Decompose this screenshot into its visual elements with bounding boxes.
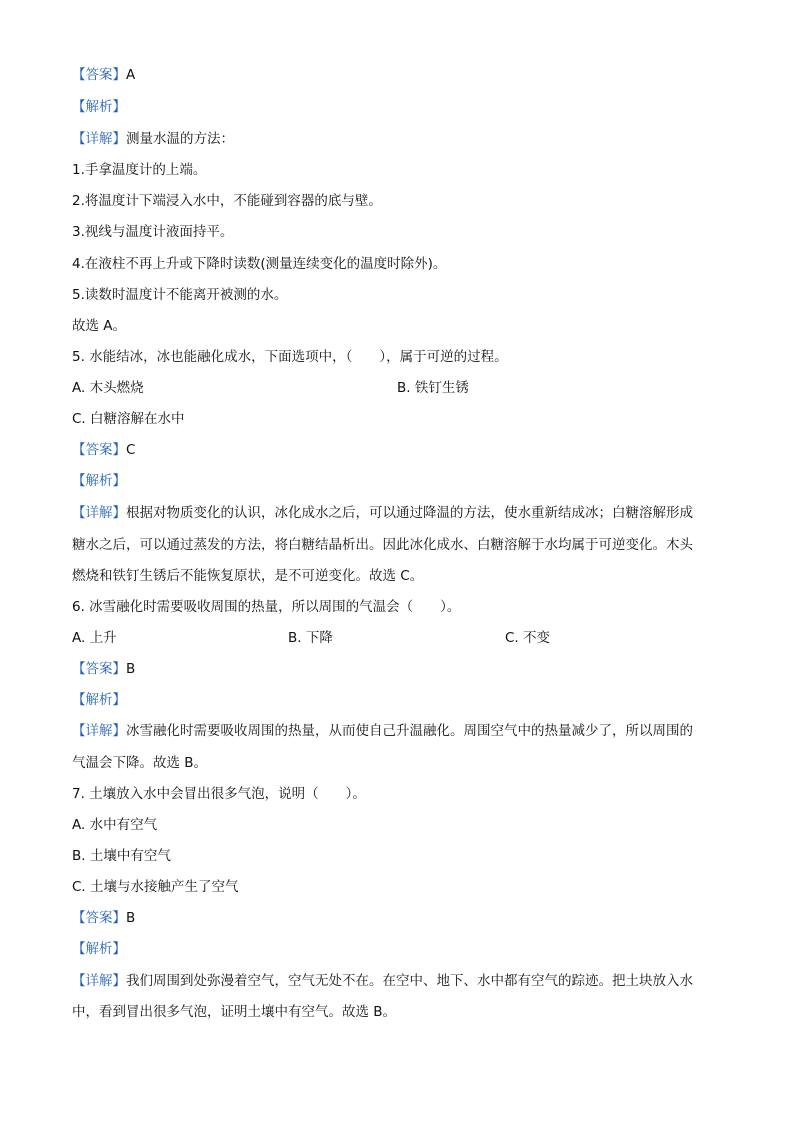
analysis-tag: 【解析】 xyxy=(72,941,126,957)
answer-value: B xyxy=(126,661,136,677)
answer-tag: 【答案】 xyxy=(72,910,126,926)
analysis-tag: 【解析】 xyxy=(72,692,126,708)
detail-text: 糖水之后，可以通过蒸发的方法，将白糖结晶析出。因此冰化成水、白糖溶解于水均属于可逆变化。木头 xyxy=(72,537,693,553)
step-3: 3.视线与温度计液面持平。 xyxy=(72,224,234,240)
detail-line-6 xyxy=(72,721,693,741)
conclusion-1: 故选 A。 xyxy=(72,318,127,334)
answer-tag: 【答案】 xyxy=(72,67,126,83)
detail-text: 冰雪融化时需要吸收周围的热量，从而使自己升温融化。周围空气中的热量减少了，所以周围的 xyxy=(126,723,693,739)
detail-tag: 【详解】 xyxy=(72,505,126,521)
step-4: 4.在液柱不再上升或下降时读数(测量连续变化的温度时除外)。 xyxy=(72,256,447,272)
q6-option-a: A. 上升 xyxy=(72,630,117,646)
q5-option-a: A. 木头燃烧 xyxy=(72,380,144,396)
detail-text: 测量水温的方法： xyxy=(126,131,234,147)
analysis-tag: 【解析】 xyxy=(72,473,126,489)
step-5: 5.读数时温度计不能离开被测的水。 xyxy=(72,287,288,303)
analysis-line-5 xyxy=(72,471,126,491)
q7-option-c: C. 土壤与水接触产生了空气 xyxy=(72,879,239,895)
detail-text: 气温会下降。故选 B。 xyxy=(72,755,208,771)
detail-line-5 xyxy=(72,503,693,523)
q5-option-b: B. 铁钉生锈 xyxy=(397,380,469,396)
analysis-line-6 xyxy=(72,690,126,710)
q6-option-c: C. 不变 xyxy=(505,630,551,646)
q5-option-c: C. 白糖溶解在水中 xyxy=(72,411,185,427)
answer-line-1 xyxy=(72,65,135,85)
question-7: 7. 土壤放入水中会冒出很多气泡，说明（ ）。 xyxy=(72,786,366,802)
q7-option-b: B. 土壤中有空气 xyxy=(72,848,171,864)
detail-text: 根据对物质变化的认识，冰化成水之后，可以通过降温的方法，使水重新结成冰；白糖溶解形成 xyxy=(126,505,693,521)
detail-tag: 【详解】 xyxy=(72,723,126,739)
q7-option-a: A. 水中有空气 xyxy=(72,817,158,833)
answer-tag: 【答案】 xyxy=(72,661,126,677)
question-6: 6. 冰雪融化时需要吸收周围的热量，所以周围的气温会（ ）。 xyxy=(72,599,461,615)
step-1: 1.手拿温度计的上端。 xyxy=(72,162,207,178)
answer-tag: 【答案】 xyxy=(72,442,126,458)
answer-value: A xyxy=(126,67,136,83)
detail-text: 中，看到冒出很多气泡，证明土壤中有空气。故选 B。 xyxy=(72,1004,397,1020)
answer-line-6 xyxy=(72,659,135,679)
analysis-tag: 【解析】 xyxy=(72,99,126,115)
detail-text: 我们周围到处弥漫着空气，空气无处不在。在空中、地下、水中都有空气的踪迹。把土块放入水 xyxy=(126,973,693,989)
answer-value: C xyxy=(126,442,136,458)
q6-option-b: B. 下降 xyxy=(288,630,333,646)
question-5: 5. 水能结冰，冰也能融化成水，下面选项中，（ ），属于可逆的过程。 xyxy=(72,349,508,365)
analysis-line-7 xyxy=(72,939,126,959)
analysis-line-1 xyxy=(72,97,126,117)
answer-value: B xyxy=(126,910,136,926)
detail-line-7 xyxy=(72,971,693,991)
detail-line-1 xyxy=(72,129,234,149)
answer-line-7 xyxy=(72,908,135,928)
detail-tag: 【详解】 xyxy=(72,973,126,989)
step-2: 2.将温度计下端浸入水中，不能碰到容器的底与壁。 xyxy=(72,193,382,209)
answer-line-5 xyxy=(72,440,135,460)
detail-tag: 【详解】 xyxy=(72,131,126,147)
detail-text: 燃烧和铁钉生锈后不能恢复原状，是不可逆变化。故选 C。 xyxy=(72,568,424,584)
